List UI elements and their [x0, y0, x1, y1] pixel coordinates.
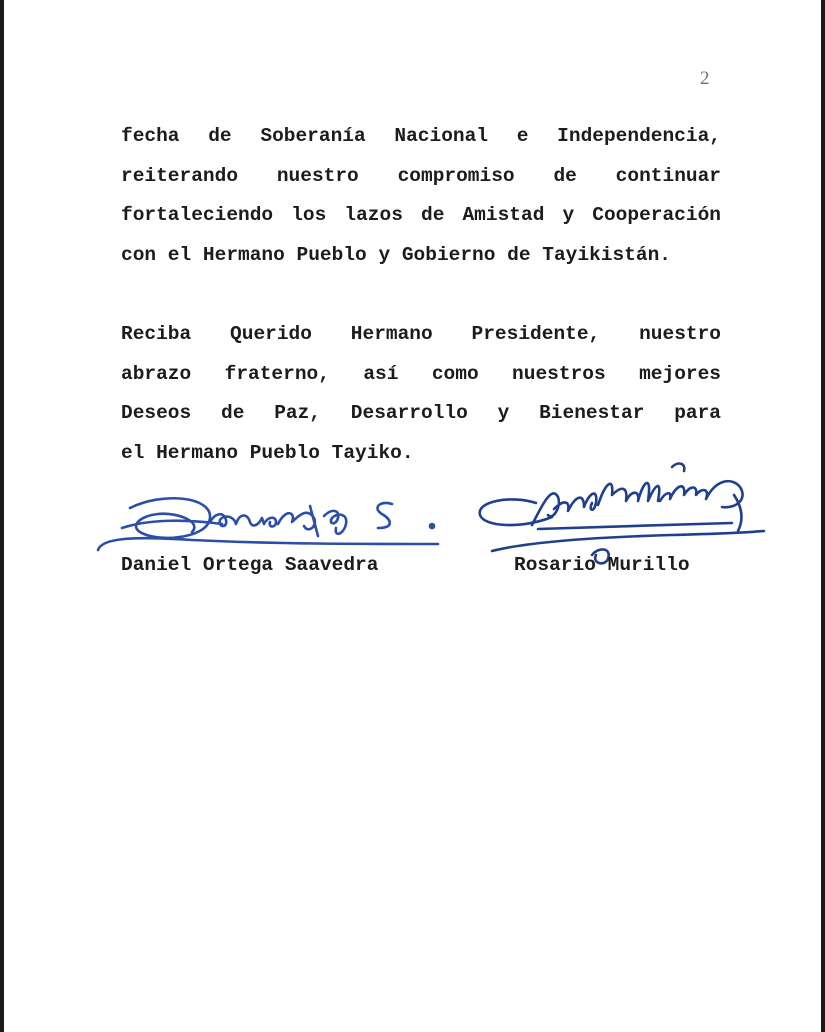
signatory-name-right: Rosario Murillo — [514, 554, 690, 576]
paragraph-2-line: el Hermano Pueblo Tayiko. — [121, 442, 414, 465]
page-number: 2 — [700, 68, 710, 89]
paragraph-2-line: Reciba Querido Hermano Presidente, nuestro — [121, 323, 721, 345]
paragraph-2 — [121, 315, 721, 474]
paragraph-1-line: fecha de Soberanía Nacional e Independencia, — [121, 125, 721, 147]
signature-left-image — [92, 478, 452, 558]
paragraph-1-line: con el Hermano Pueblo y Gobierno de Tayikistán. — [121, 244, 671, 267]
paragraph-2-line: abrazo fraterno, así como nuestros mejores — [121, 362, 721, 385]
paragraph-1-line: reiterando nuestro compromiso de continuar — [121, 164, 721, 187]
signatory-name-left: Daniel Ortega Saavedra — [121, 554, 379, 576]
paragraph-1-line: fortaleciendo los lazos de Amistad y Cooperación — [121, 204, 721, 227]
paragraph-1 — [121, 117, 721, 276]
paragraph-2-line: Deseos de Paz, Desarrollo y Bienestar para — [121, 402, 721, 425]
